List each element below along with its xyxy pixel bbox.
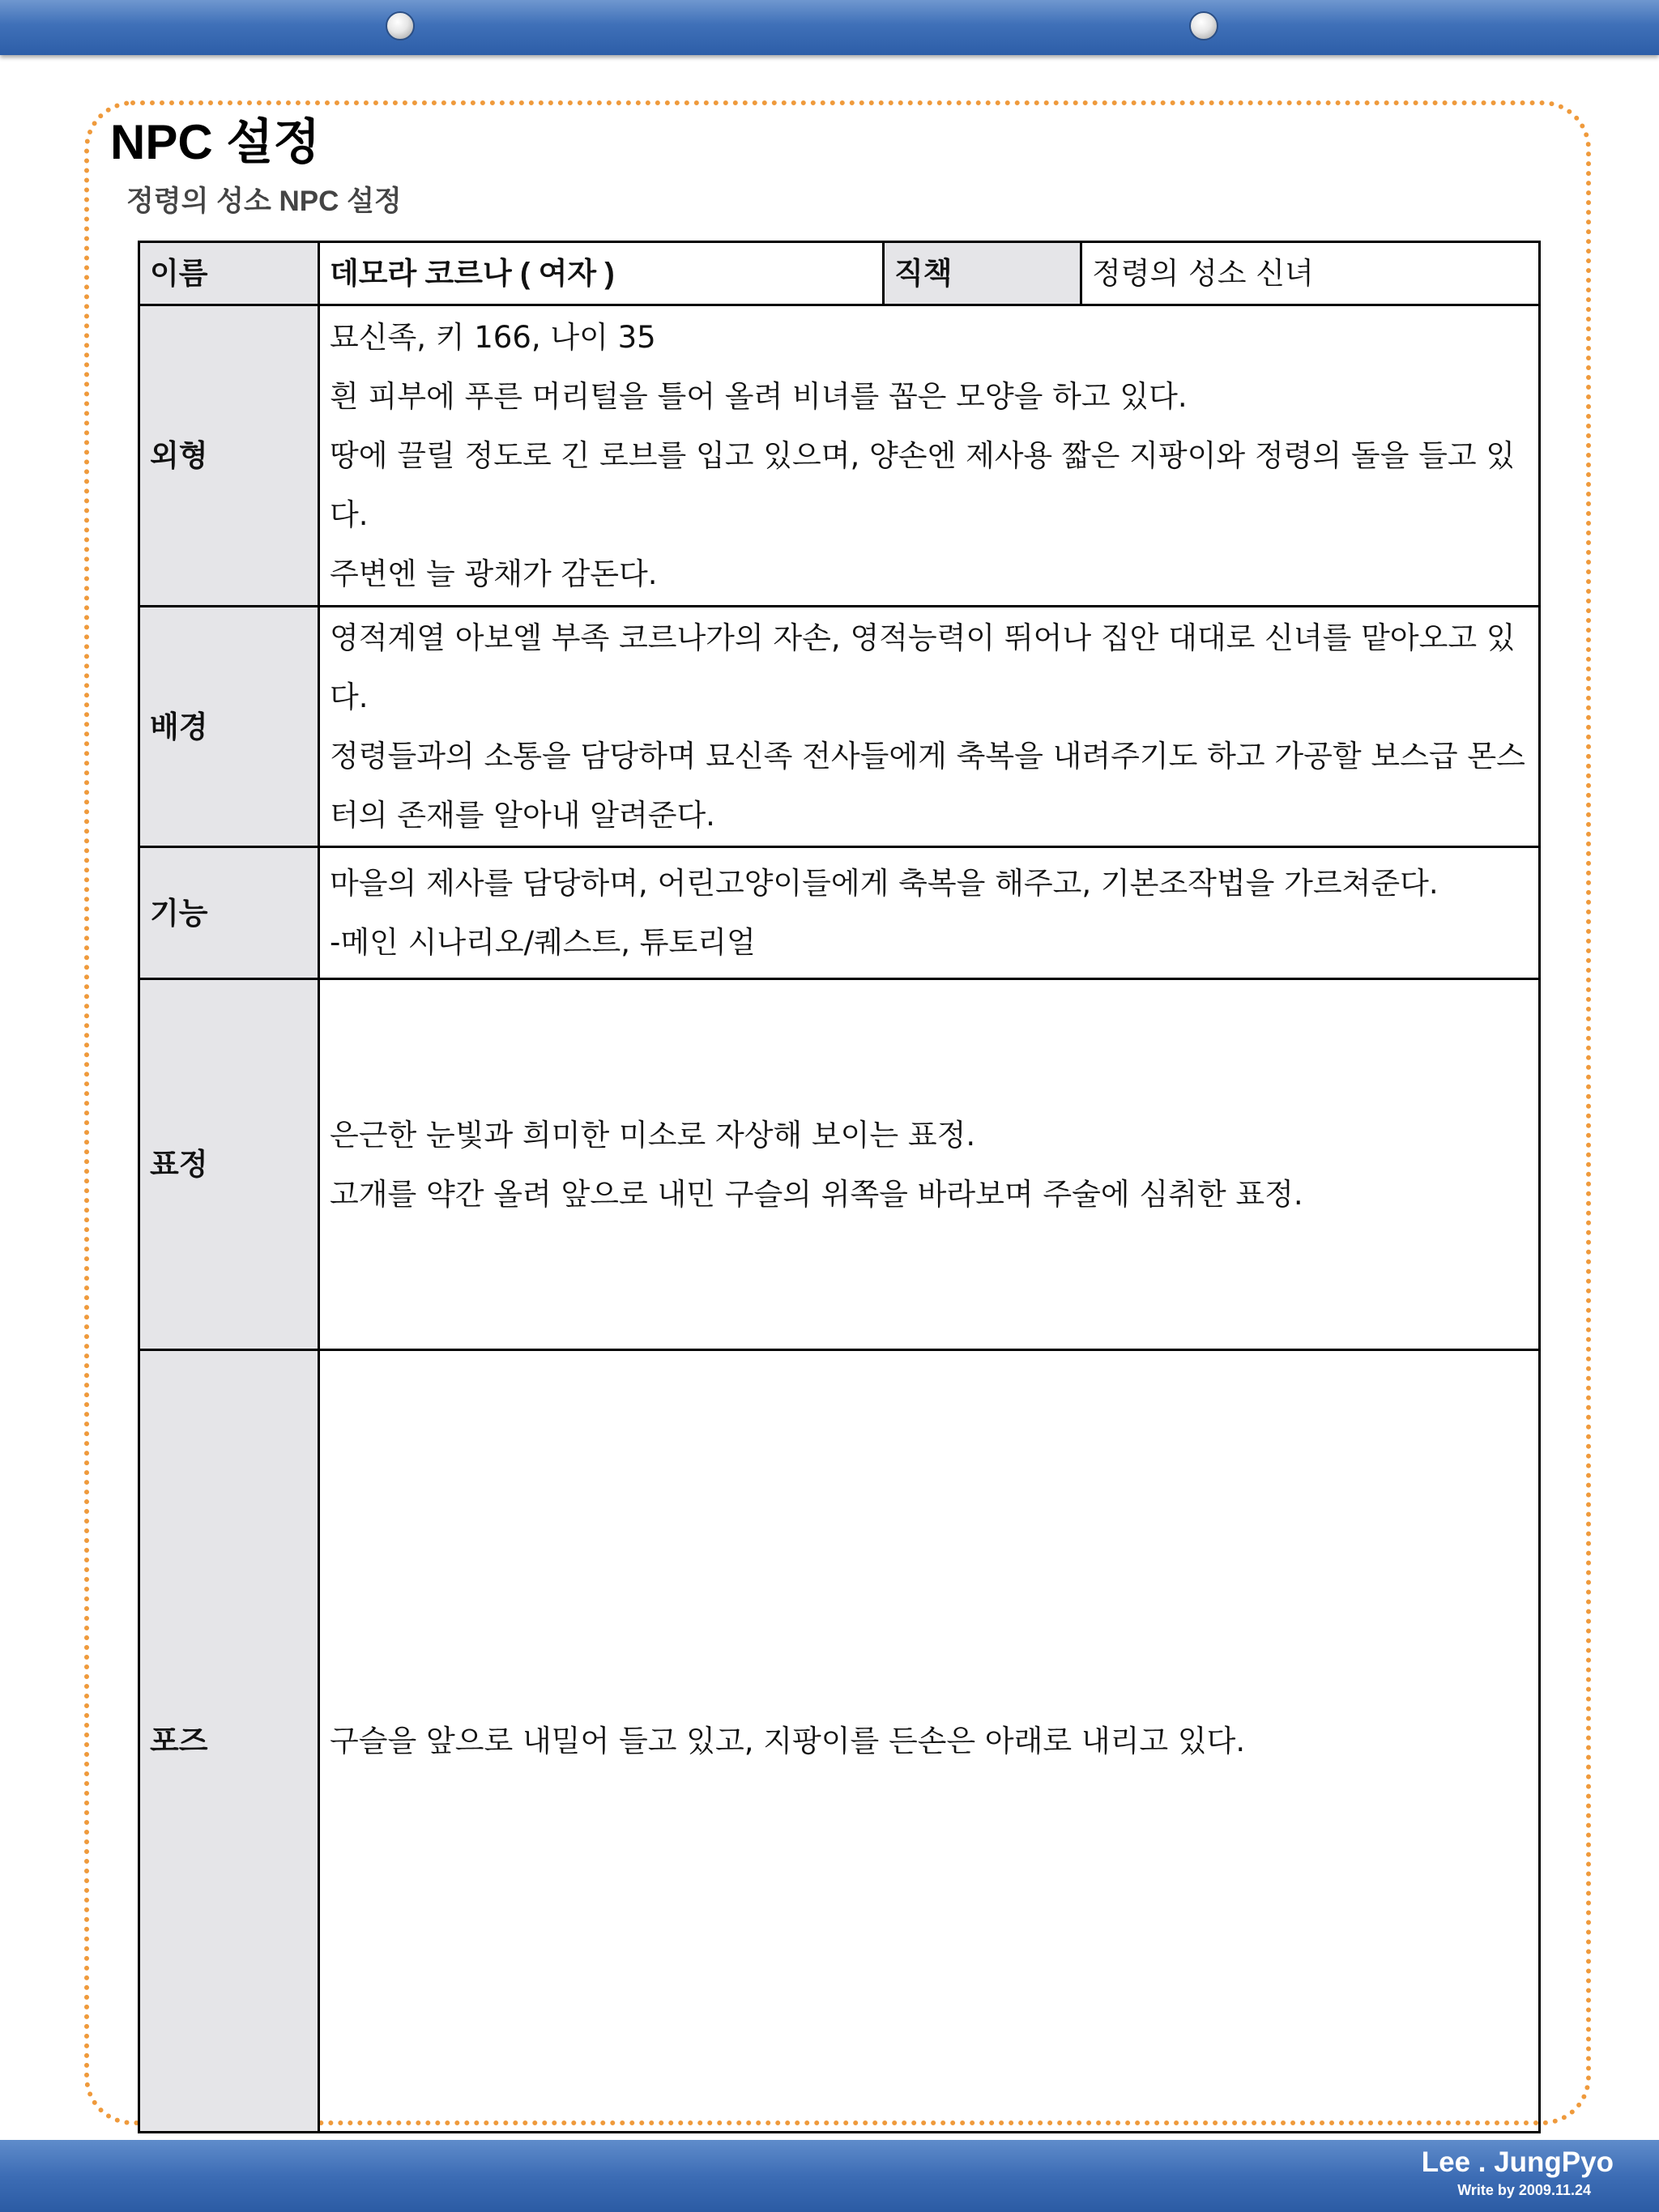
appearance-line: 묘신족, 키 166, 나이 35 [330, 320, 656, 355]
background-label: 배경 [139, 607, 319, 847]
background-row [139, 607, 1540, 847]
expression-line: 은근한 눈빛과 희미한 미소로 자상해 보이는 표정. [330, 1117, 976, 1153]
bottom-footer-bar [0, 2140, 1659, 2212]
function-row [139, 847, 1540, 979]
top-header-bar [0, 0, 1659, 55]
npc-settings-table [138, 241, 1541, 2133]
appearance-row [139, 305, 1540, 607]
page-subtitle: 정령의 성소 NPC 설정 [126, 185, 402, 217]
author-name: Lee . JungPyo [1421, 2146, 1614, 2178]
role-value: 정령의 성소 신녀 [1081, 242, 1540, 305]
role-label: 직책 [884, 242, 1081, 305]
function-content [319, 847, 1540, 979]
expression-label: 표정 [139, 979, 319, 1350]
binder-ring-icon [1189, 11, 1218, 40]
pose-content [319, 1350, 1540, 2133]
appearance-line: 땅에 끌릴 정도로 긴 로브를 입고 있으며, 양손엔 제사용 짧은 지팡이와 정령의 돌을 들고 있다. [330, 438, 1516, 532]
appearance-content [319, 305, 1540, 607]
pose-row [139, 1350, 1540, 2133]
write-date: Write by 2009.11.24 [1457, 2182, 1591, 2198]
function-label: 기능 [139, 847, 319, 979]
function-line: 마을의 제사를 담당하며, 어린고양이들에게 축복을 해주고, 기본조작법을 가르쳐준다. [330, 866, 1439, 901]
name-row [139, 242, 1540, 305]
background-line: 정령들과의 소통을 담당하며 묘신족 전사들에게 축복을 내려주기도 하고 가공할 보스급 몬스터의 존재를 알아내 알려준다. [330, 739, 1525, 833]
pose-line: 구슬을 앞으로 내밀어 들고 있고, 지팡이를 든손은 아래로 내리고 있다. [330, 1724, 1246, 1758]
expression-row [139, 979, 1540, 1350]
binder-ring-icon [386, 11, 415, 40]
appearance-line: 주변엔 늘 광채가 감돈다. [330, 556, 658, 591]
name-label: 이름 [139, 242, 319, 305]
page-title: NPC 설정 [110, 115, 321, 169]
background-content [319, 607, 1540, 847]
pose-label: 포즈 [139, 1350, 319, 2133]
name-value: 데모라 코르나 ( 여자 ) [319, 242, 884, 305]
appearance-label: 외형 [139, 305, 319, 607]
background-line: 영적계열 아보엘 부족 코르나가의 자손, 영적능력이 뛰어나 집안 대대로 신녀를 맡아오고 있다. [330, 620, 1516, 714]
function-line: -메인 시나리오/퀘스트, 튜토리얼 [330, 925, 756, 960]
expression-content [319, 979, 1540, 1350]
appearance-line: 흰 피부에 푸른 머리털을 틀어 올려 비녀를 꼽은 모양을 하고 있다. [330, 379, 1188, 414]
expression-line: 고개를 약간 올려 앞으로 내민 구슬의 위쪽을 바라보며 주술에 심취한 표정. [330, 1176, 1303, 1212]
